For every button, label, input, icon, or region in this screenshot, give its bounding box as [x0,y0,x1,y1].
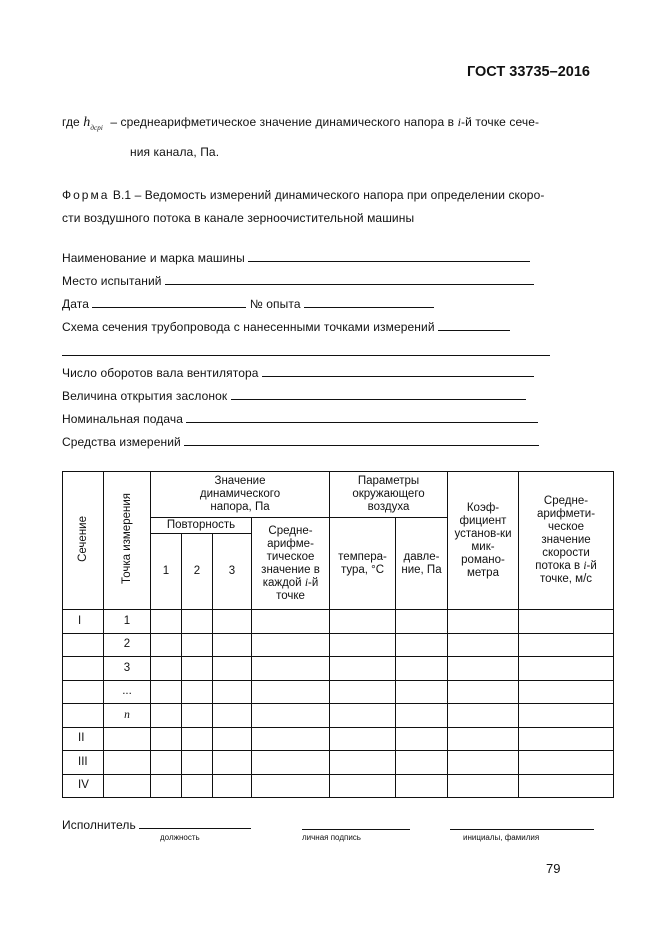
cell-empty[interactable] [252,633,330,657]
table-row [63,751,614,775]
field-date [62,297,434,311]
symbol-sub-i: i [100,124,103,132]
cell-empty[interactable] [151,727,182,751]
cell-empty[interactable] [151,704,182,728]
table-row [63,727,614,751]
cell-empty[interactable] [182,774,213,798]
table-row [63,680,614,704]
cell-empty[interactable] [330,774,396,798]
table-body [63,610,614,798]
cell-point: 3 [104,657,151,681]
field-place-line[interactable] [165,274,534,285]
cell-empty[interactable] [448,704,519,728]
i-letter: i [457,115,462,129]
signature-executor [62,818,251,832]
field-instruments-line[interactable] [184,435,539,446]
document-code: ГОСТ 33735–2016 [467,64,590,80]
field-scheme-line[interactable] [438,320,510,331]
executor-label: Исполнитель [62,818,136,832]
field-date-line[interactable] [92,297,246,308]
cell-empty[interactable] [448,727,519,751]
header-speed-text-end: -й точке, м/с [539,560,597,585]
cell-section [63,633,104,657]
cell-empty[interactable] [396,657,448,681]
cell-empty[interactable] [519,727,614,751]
cell-empty[interactable] [213,680,252,704]
header-mean-i: i [304,576,309,589]
cell-point: n [104,704,151,728]
header-mean-text: Средне-арифме-тическое значение в каждой [261,524,320,589]
field-rpm [62,366,534,380]
form-title-line-2: сти воздушного потока в канале зерноочистительной машины [62,211,415,225]
cell-empty[interactable] [448,751,519,775]
cell-empty[interactable] [182,751,213,775]
cell-point: 2 [104,633,151,657]
cell-empty[interactable] [448,633,519,657]
table-row [63,657,614,681]
header-speed-text: Средне-арифмети-ческое значение скорости потока в [535,495,596,572]
cell-empty[interactable] [519,633,614,657]
field-machine [62,251,530,265]
position-caption: должность [160,833,200,842]
cell-empty[interactable] [213,774,252,798]
field-place-label: Место испытаний [62,274,162,288]
field-scheme-line-2[interactable] [62,355,550,356]
cell-point [104,774,151,798]
cell-empty[interactable] [519,657,614,681]
header-mean-text-end: -й точке [276,576,319,602]
table-row [63,610,614,634]
field-valve-label: Величина открытия заслонок [62,389,228,403]
definition-line-2: ния канала, Па. [130,145,220,159]
header-rep-2: 2 [182,534,213,610]
cell-empty[interactable] [330,633,396,657]
table-row [63,633,614,657]
initials-caption: инициалы, фамилия [463,833,540,842]
header-point [104,472,151,610]
cell-empty[interactable] [252,610,330,634]
cell-point [104,751,151,775]
form-prefix: Форма [62,188,110,202]
cell-empty[interactable] [252,657,330,681]
cell-point [104,727,151,751]
field-machine-label: Наименование и марка машины [62,251,245,265]
field-machine-line[interactable] [248,251,530,262]
header-section [63,472,104,610]
cell-empty[interactable] [182,633,213,657]
cell-empty[interactable] [396,727,448,751]
cell-section [63,704,104,728]
cell-empty[interactable] [252,680,330,704]
cell-empty[interactable] [151,774,182,798]
field-rpm-label: Число оборотов вала вентилятора [62,366,259,380]
cell-empty[interactable] [519,751,614,775]
symbol-subscript [90,124,103,132]
cell-empty[interactable] [182,727,213,751]
cell-empty[interactable] [519,704,614,728]
cell-empty[interactable] [182,680,213,704]
cell-empty[interactable] [330,727,396,751]
sign-line[interactable] [302,829,410,830]
form-title-line-1 [62,188,544,202]
cell-empty[interactable] [519,680,614,704]
initials-line[interactable] [450,829,594,830]
cell-section [63,680,104,704]
field-test-no-label: № опыта [249,297,301,311]
cell-empty[interactable] [448,657,519,681]
field-instruments [62,435,539,449]
field-scheme [62,320,510,334]
cell-empty[interactable] [252,704,330,728]
cell-empty[interactable] [213,704,252,728]
header-point-text: Точка измерения [120,493,133,584]
cell-empty[interactable] [519,774,614,798]
field-date-label: Дата [62,297,89,311]
header-speed [519,472,614,610]
table-row [63,774,614,798]
cell-empty[interactable] [448,680,519,704]
cell-empty[interactable] [252,727,330,751]
field-place [62,274,534,288]
cell-empty[interactable] [396,633,448,657]
header-coef: Коэф-фициент установ-ки мик-романо-метра [448,472,519,610]
cell-empty[interactable] [330,751,396,775]
header-speed-i: i [583,560,587,572]
cell-empty[interactable] [151,633,182,657]
field-valve [62,389,526,403]
cell-empty[interactable] [330,610,396,634]
cell-empty[interactable] [182,657,213,681]
cell-empty[interactable] [151,751,182,775]
page-number: 79 [546,861,561,876]
cell-section: IV [63,774,104,798]
definition-line-1 [62,115,539,131]
field-rpm-line[interactable] [262,366,534,377]
header-temp: темпера-тура, °С [330,518,396,610]
cell-empty[interactable] [151,610,182,634]
cell-section [63,657,104,681]
measurement-table [62,471,614,798]
cell-empty[interactable] [182,704,213,728]
header-dynamic-group: Значение динамического напора, Па [151,472,330,518]
field-flow-line[interactable] [186,412,538,423]
cell-empty[interactable] [396,610,448,634]
cell-point: 1 [104,610,151,634]
sign-caption: личная подпись [302,833,361,842]
cell-empty[interactable] [330,680,396,704]
cell-empty[interactable] [213,633,252,657]
cell-section: III [63,751,104,775]
cell-empty[interactable] [396,704,448,728]
cell-empty[interactable] [396,751,448,775]
field-flow-label: Номинальная подача [62,412,184,426]
cell-empty[interactable] [213,727,252,751]
cell-empty[interactable] [330,704,396,728]
field-test-no-line[interactable] [304,297,434,308]
cell-empty[interactable] [519,610,614,634]
cell-empty[interactable] [252,751,330,775]
cell-empty[interactable] [396,680,448,704]
header-mean [252,518,330,610]
header-press: давле-ние, Па [396,518,448,610]
position-line[interactable] [139,818,251,829]
cell-section: I [63,610,104,634]
header-rep-1: 1 [151,534,182,610]
header-env-group: Параметры окружающего воздуха [330,472,448,518]
header-section-text: Сечение [76,515,89,562]
cell-empty[interactable] [213,657,252,681]
cell-point: ... [104,680,151,704]
header-repeat: Повторность [151,518,252,534]
header-rep-3: 3 [213,534,252,610]
field-flow [62,412,538,426]
cell-empty[interactable] [448,610,519,634]
cell-empty[interactable] [252,774,330,798]
cell-section: II [63,727,104,751]
table-row [63,704,614,728]
field-instruments-label: Средства измерений [62,435,181,449]
cell-empty[interactable] [151,680,182,704]
cell-empty[interactable] [213,751,252,775]
cell-empty[interactable] [396,774,448,798]
where-word: где [62,115,80,129]
field-valve-line[interactable] [231,389,526,400]
definition-text: – среднеарифметическое значение динамического напора в [110,115,455,129]
field-scheme-label: Схема сечения трубопровода с нанесенными точками измерений [62,320,435,334]
cell-empty[interactable] [182,610,213,634]
cell-empty[interactable] [213,610,252,634]
cell-empty[interactable] [330,657,396,681]
symbol-h: h [83,115,91,130]
symbol-sub-dcp: дcp [90,124,101,132]
cell-empty[interactable] [448,774,519,798]
cell-empty[interactable] [151,657,182,681]
form-title-text: В.1 – Ведомость измерений динамического напора при определении скоро- [112,188,545,202]
definition-text-end: -й точке сече- [461,115,540,129]
